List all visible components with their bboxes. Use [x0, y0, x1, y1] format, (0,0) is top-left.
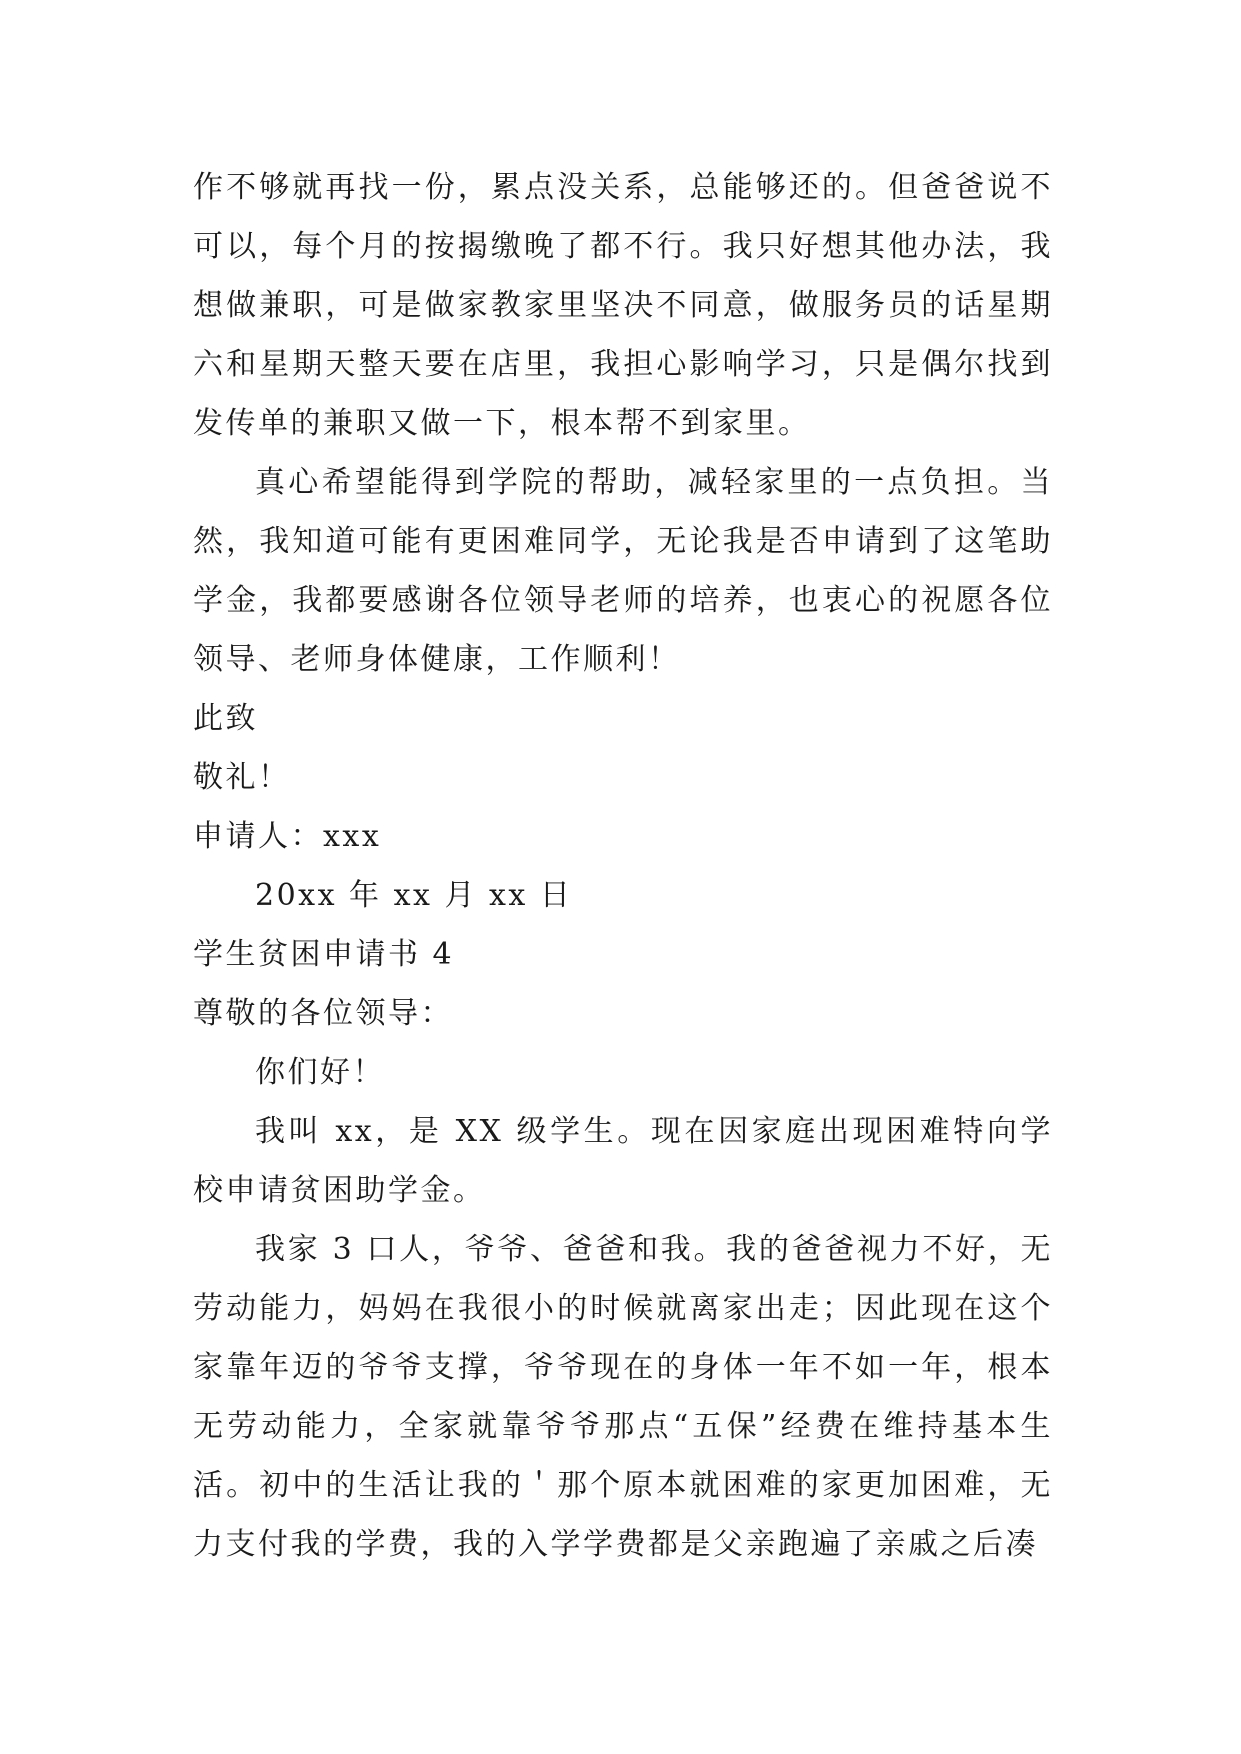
- applicant-signature: 申请人：xxx: [193, 819, 382, 854]
- closing-regards: 敬礼！: [193, 760, 291, 795]
- document-body: [193, 158, 1053, 1574]
- paragraph-family-work: 作不够就再找一份，累点没关系，总能够还的。但爸爸说不可以，每个月的按揭缴晚了都不行。我只好想其他办法，我想做兼职，可是做家教家里坚决不同意，做服务员的话星期六和星期天整天要在店里，我担心影响学习，只是偶尔找到发传单的兼职又做一下，根本帮不到家里。: [193, 170, 1053, 441]
- paragraph-hope-for-help: 真心希望能得到学院的帮助，减轻家里的一点负担。当然，我知道可能有更困难同学，无论我是否申请到了这笔助学金，我都要感谢各位领导老师的培养，也衷心的祝愿各位领导、老师身体健康，工作顺利！: [193, 465, 1053, 677]
- paragraph-introduction: 我叫 xx，是 XX 级学生。现在因家庭出现困难特向学校申请贫困助学金。: [193, 1114, 1053, 1208]
- section-title: 学生贫困申请书 4: [193, 937, 455, 972]
- letter-addressee: 尊敬的各位领导：: [193, 996, 453, 1031]
- paragraph-family-situation: 我家 3 口人，爷爷、爸爸和我。我的爸爸视力不好，无劳动能力，妈妈在我很小的时候就离家出走；因此现在这个家靠年迈的爷爷支撑，爷爷现在的身体一年不如一年，根本无劳动能力，全家就靠爷爷那点“五保”经费在维持基本生活。初中的生活让我的＇那个原本就困难的家更加困难，无力支付我的学费，我的入学学费都是父亲跑遍了亲戚之后凑: [193, 1232, 1053, 1562]
- closing-salutation: 此致: [193, 701, 258, 736]
- application-date: 20xx 年 xx 月 xx 日: [255, 878, 573, 913]
- letter-greeting: 你们好！: [255, 1055, 385, 1090]
